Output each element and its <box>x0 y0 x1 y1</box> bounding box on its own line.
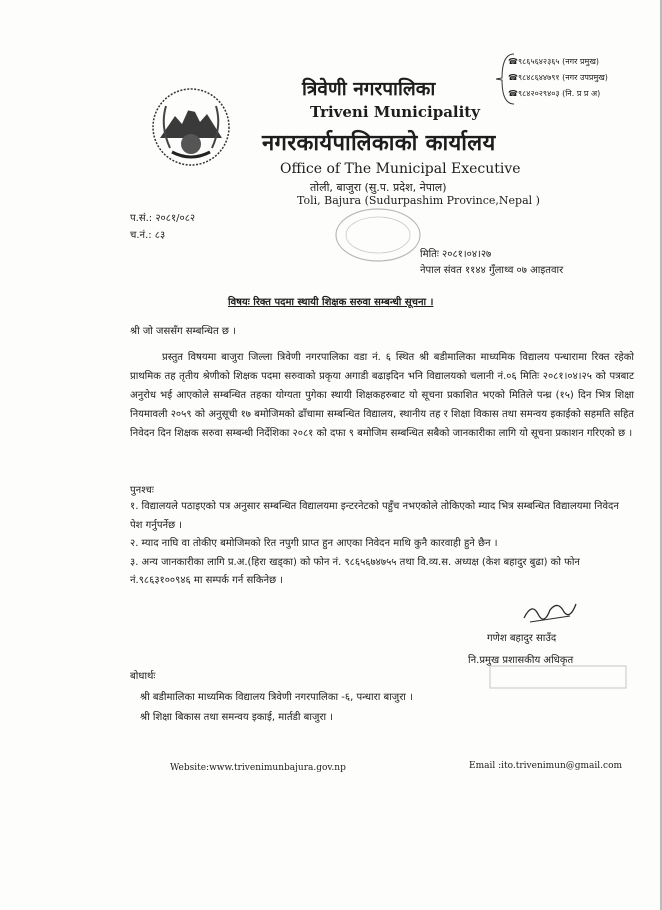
phone-list <box>508 54 608 102</box>
postscript-item: १. विद्यालयले पठाइएको पत्र अनुसार सम्बन्धित विद्यालयमा इन्टरनेटको पहुँच नभएकोले तोकिएको म्याद भित्र सम्बन्धित विद्यालयमा निवेदन पेश गर्नुपर्नेछ । <box>130 501 619 531</box>
office-name-np: नगरकार्यपालिकाको कार्यालय <box>262 131 496 156</box>
municipality-name-en: Triveni Municipality <box>310 103 480 121</box>
phone-item: ☎९८६५६४२३६५ (नगर प्रमुख) <box>508 57 599 66</box>
office-name-en: Office of The Municipal Executive <box>280 161 521 177</box>
municipality-name-np: त्रिवेणी नगरपालिका <box>302 78 436 100</box>
signature-mark <box>520 596 580 626</box>
signatory-title: नि.प्रमुख प्रशासकीय अधिकृत <box>468 655 574 666</box>
body-paragraph <box>130 348 634 443</box>
postscript-list <box>130 498 630 591</box>
phone-item: ☎९८४२०२९४०३ (नि. प्र प्र अ) <box>508 89 601 98</box>
phone-item: ☎९८४८६४४७९१ (नगर उपप्रमुख) <box>508 73 608 82</box>
recipient-line: श्री जो जससँग सम्बन्धित छ । <box>130 326 236 337</box>
office-stamp-icon <box>333 205 423 265</box>
cc-list <box>140 688 413 728</box>
address-np: तोली, बाजुरा (सु.प. प्रदेश, नेपाल) <box>310 181 447 194</box>
patra-sankhya: प.सं.: २०८१/०८२ <box>130 213 196 224</box>
chalani-number: च.नं.: ८३ <box>130 230 166 241</box>
postscript-item: २. म्याद नाघि वा तोकीए बमोजिमको रित नपुगी प्राप्त हुन आएका निवेदन माथि कुनै कारवाही हुने छैन । <box>130 538 498 549</box>
date-line: मितिः २०८१।०४।२७ <box>420 249 492 260</box>
signatory-name: गणेश बहादुर साउँद <box>487 633 557 644</box>
cc-item: श्री बडीमालिका माध्यमिक विद्यालय त्रिवेणी नगरपालिका -६, पन्धारा बाजुरा । <box>140 692 413 703</box>
cc-title: बोधार्थः <box>130 671 156 682</box>
email-footer: Email :ito.trivenimun@gmail.com <box>469 761 623 771</box>
body-text: प्रस्तुत विषयमा बाजुरा जिल्ला त्रिवेणी नगरपालिका वडा नं. ६ स्थित श्री बडीमालिका माध्यमिक विद्यालय पन्धारामा रिक्त रहेको प्राथमिक तह तृतीय श्रेणीको शिक्षक पदमा सरुवाको प्रकृया अगाडी बढाइदिन भनि विद्यालयको चलानी नं.०६ मितिः २०८१।०४।२५ को पत्रबाट अनुरोध भई आएकोले सम्बन्धित तहका योग्यता पुगेका स्थायी शिक्षकहरुबाट यो सूचना प्रकाशित भएको मितिले पन्ध्र (१५) दिन भित्र शिक्षा नियमावली २०५९ को अनुसूची १७ बमोजिमको ढाँचामा सम्बन्धित विद्यालय, स्थानीय तह र शिक्षा विकास तथा समन्वय इकाईको सहमति सहित निवेदन दिन शिक्षक सरुवा सम्बन्धी निर्देशिका २०८१ को दफा ९ बमोजिम सम्बन्धित सबैको जानकारीका लागि यो सूचना प्रकाशन गरिएको छ । <box>130 352 634 439</box>
website-footer: Website:www.trivenimunbajura.gov.np <box>170 763 346 773</box>
address-en: Toli, Bajura (Sudurpashim Province,Nepal ) <box>297 194 540 207</box>
postscript-title: पुनश्चः <box>130 485 154 496</box>
nepal-sambat-line: नेपाल संवत ११४४ गुँलाथ्व ०७ आइतवार <box>420 265 564 276</box>
signature-stamp-icon <box>488 662 628 692</box>
subject-line: विषयः रिक्त पदमा स्थायी शिक्षक सरुवा सम्बन्धी सूचना । <box>228 297 434 308</box>
postscript-item: ३. अन्य जानकारीका लागि प्र.अ.(हिरा खड्का) को फोन नं. ९८६५६७४७५५ तथा वि.व्य.स. अध्यक्ष (केश बहादुर बुढा) को फोन नं.९८६३१००९४६ मा सम्पर्क गर्न सकिनेछ । <box>130 556 580 586</box>
nepal-emblem-icon <box>150 86 232 168</box>
cc-item: श्री शिक्षा बिकास तथा समन्वय इकाई, मार्तडी बाजुरा । <box>140 712 334 723</box>
